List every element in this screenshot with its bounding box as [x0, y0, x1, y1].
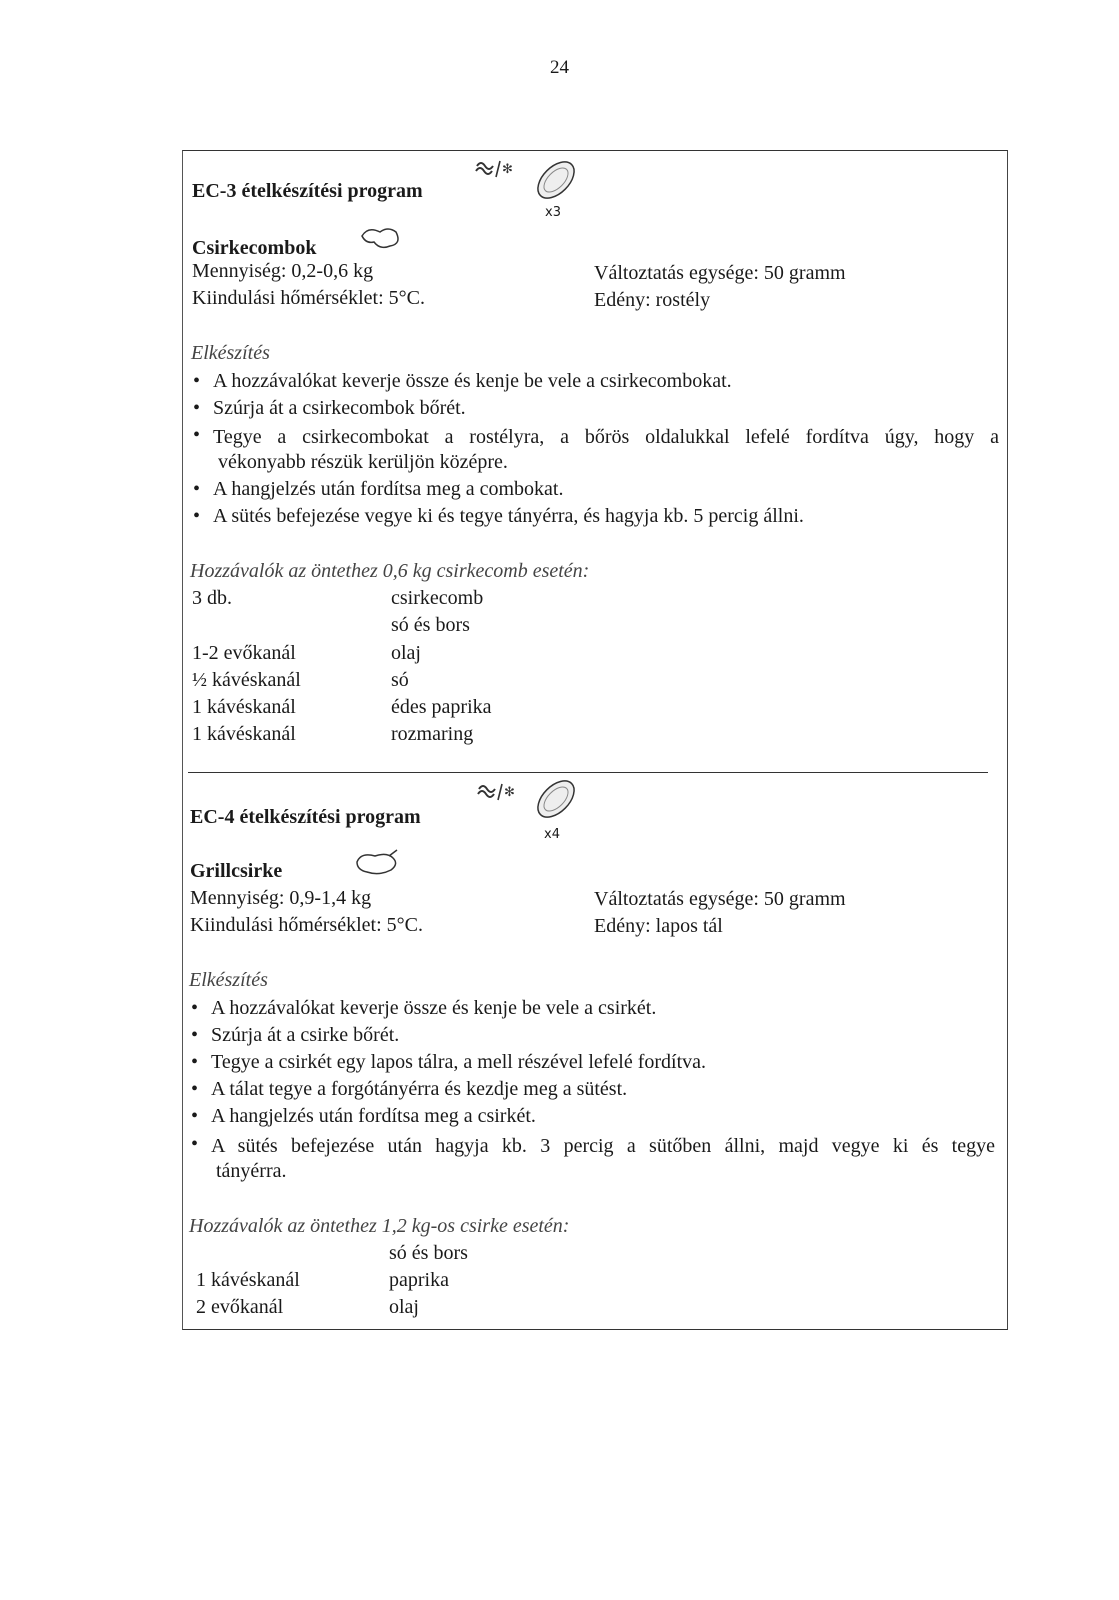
section-divider — [188, 772, 988, 773]
ec3-prep-heading: Elkészítés — [191, 342, 270, 364]
ec4-unit: Változtatás egysége: 50 gramm — [594, 888, 846, 910]
ec4-multiplier: x4 — [544, 827, 560, 842]
page-number: 24 — [550, 57, 569, 78]
ec4-prep-heading: Elkészítés — [189, 969, 268, 991]
list-item-continuation: vékonyabb részük kerüljön középre. — [218, 451, 508, 473]
ingredient-amount: ½ kávéskanál — [192, 669, 301, 691]
ingredient-item: csirkecomb — [391, 587, 484, 609]
ingredient-amount: 1 kávéskanál — [192, 696, 296, 718]
dish-icon — [532, 777, 580, 823]
ec3-vessel: Edény: rostély — [594, 289, 711, 311]
list-item-text: Tegye a csirkecombokat a rostélyra, a bőrös oldalukkal lefelé fordítva úgy, hogy a — [213, 426, 999, 448]
list-item-continuation: tányérra. — [216, 1160, 287, 1182]
ec4-start-temp: Kiindulási hőmérséklet: 5°C. — [190, 914, 423, 936]
ec4-quantity: Mennyiség: 0,9-1,4 kg — [190, 887, 372, 909]
grill-defrost-icon — [476, 778, 516, 808]
ec3-unit: Változtatás egysége: 50 gramm — [594, 262, 846, 284]
ec4-title: EC-4 ételkészítési program — [190, 806, 421, 828]
ec4-dish-title: Grillcsirke — [190, 860, 283, 882]
ingredient-item: só — [391, 669, 409, 691]
ingredient-item: rozmaring — [391, 723, 474, 745]
svg-text:✻: ✻ — [502, 161, 513, 176]
ec3-start-temp: Kiindulási hőmérséklet: 5°C. — [192, 287, 425, 309]
ingredient-item: olaj — [391, 642, 421, 664]
ec3-multiplier: x3 — [545, 205, 561, 220]
ingredient-item: só és bors — [391, 614, 470, 636]
ingredient-amount: 1 kávéskanál — [196, 1269, 300, 1291]
list-item-text: A sütés befejezése után hagyja kb. 3 percig a sütőben állni, majd vegye ki és tegye — [211, 1135, 995, 1157]
roast-chicken-icon — [353, 848, 401, 878]
ec4-ingredients-heading: Hozzávalók az öntethez 1,2 kg-os csirke esetén: — [189, 1215, 570, 1237]
grill-defrost-icon — [474, 155, 514, 185]
ingredient-amount: 1 kávéskanál — [192, 723, 296, 745]
ec3-dish-title: Csirkecombok — [192, 237, 317, 259]
ingredient-amount: 2 evőkanál — [196, 1296, 284, 1318]
drumstick-icon — [358, 220, 404, 252]
ingredient-amount: 1-2 evőkanál — [192, 642, 296, 664]
ingredient-item: paprika — [389, 1269, 449, 1291]
ingredient-item: édes paprika — [391, 696, 492, 718]
ingredient-amount: 3 db. — [192, 587, 232, 609]
ec3-quantity: Mennyiség: 0,2-0,6 kg — [192, 260, 374, 282]
ec3-title: EC-3 ételkészítési program — [192, 180, 423, 202]
ingredient-item: olaj — [389, 1296, 419, 1318]
ingredient-item: só és bors — [389, 1242, 468, 1264]
ec3-ingredients-heading: Hozzávalók az öntethez 0,6 kg csirkecomb esetén: — [190, 560, 590, 582]
svg-text:✻: ✻ — [504, 784, 515, 799]
ec4-vessel: Edény: lapos tál — [594, 915, 723, 937]
dish-icon — [532, 158, 580, 204]
